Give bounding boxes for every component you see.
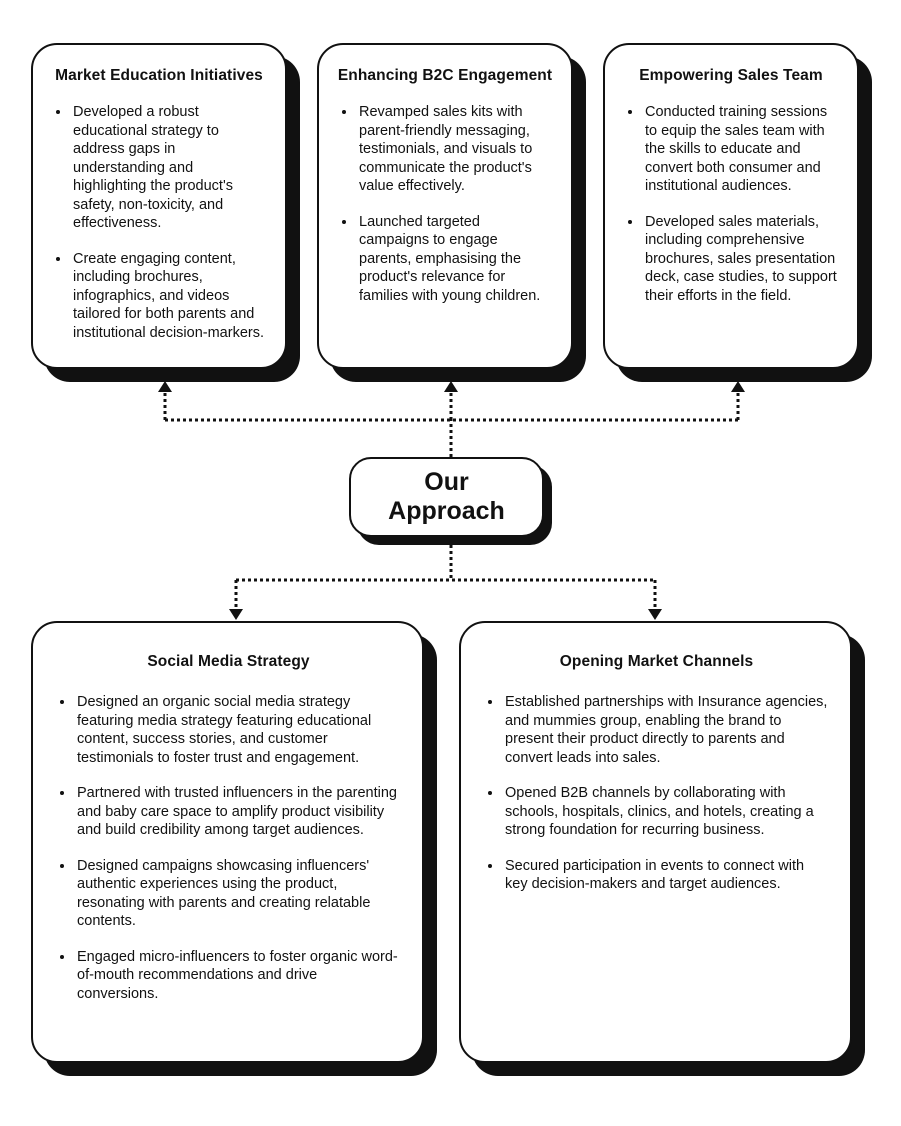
bullet-list xyxy=(51,103,267,342)
bullet-item: • Engaged micro-influencers to foster organic word-of-mouth recommendations and drive conversions. xyxy=(75,948,402,1004)
bullet-item: • Developed sales materials, including comprehensive brochures, sales presentation deck, case studies, to support their efforts in the field. xyxy=(643,213,839,306)
bullet-list xyxy=(623,103,839,305)
card-title: Social Media Strategy xyxy=(147,653,310,670)
arrowhead-up-icon xyxy=(731,381,745,392)
card-title: Enhancing B2C Engagement xyxy=(337,67,553,84)
card-title: Opening Market Channels xyxy=(559,653,754,670)
arrowhead-down-icon xyxy=(648,609,662,620)
bullet-item: • Create engaging content, including brochures, infographics, and videos tailored for both parents and institutional decision-markers. xyxy=(71,250,267,343)
bullet-list xyxy=(55,693,402,1003)
center-title-line: Our xyxy=(424,468,469,496)
arrowhead-up-icon xyxy=(444,381,458,392)
card-market-education xyxy=(31,43,287,369)
bullet-item: • Designed an organic social media strategy featuring media strategy featuring educational content, success stories, and customer testimonials to foster trust and engagement. xyxy=(75,693,402,767)
card-b2c-engagement xyxy=(317,43,573,369)
center-title-line: Approach xyxy=(388,497,505,525)
bullet-item: • Partnered with trusted influencers in the parenting and baby care space to amplify product visibility and build credibility among target audiences. xyxy=(75,784,402,840)
arrowhead-down-icon xyxy=(229,609,243,620)
bullet-item: • Designed campaigns showcasing influencers' authentic experiences using the product, resonating with parents and creating relatable contents. xyxy=(75,857,402,931)
bullet-item: • Revamped sales kits with parent-friendly messaging, testimonials, and visuals to communicate the product's value effectively. xyxy=(357,103,553,196)
card-sales-team xyxy=(603,43,859,369)
center-node-our-approach xyxy=(349,457,544,537)
bullet-item: • Launched targeted campaigns to engage parents, emphasising the product's relevance for families with young children. xyxy=(357,213,553,306)
bullet-item: • Opened B2B channels by collaborating with schools, hospitals, clinics, and hotels, creating a strong foundation for recurring business. xyxy=(503,784,830,840)
bullet-item: • Established partnerships with Insurance agencies, and mummies group, enabling the brand to present their product directly to parents and convert leads into sales. xyxy=(503,693,830,767)
bullet-item: • Conducted training sessions to equip the sales team with the skills to educate and convert both consumer and institutional audiences. xyxy=(643,103,839,196)
bullet-item: • Secured participation in events to connect with key decision-makers and target audiences. xyxy=(503,857,830,894)
bullet-list xyxy=(337,103,553,305)
card-market-channels xyxy=(459,621,852,1063)
bullet-list xyxy=(483,693,830,894)
card-title: Empowering Sales Team xyxy=(639,67,823,84)
card-title: Market Education Initiatives xyxy=(55,67,263,84)
card-social-media xyxy=(31,621,424,1063)
bullet-item: • Developed a robust educational strategy to address gaps in understanding and highlighting the product's safety, non-toxicity, and effectiveness. xyxy=(71,103,267,233)
arrowhead-up-icon xyxy=(158,381,172,392)
